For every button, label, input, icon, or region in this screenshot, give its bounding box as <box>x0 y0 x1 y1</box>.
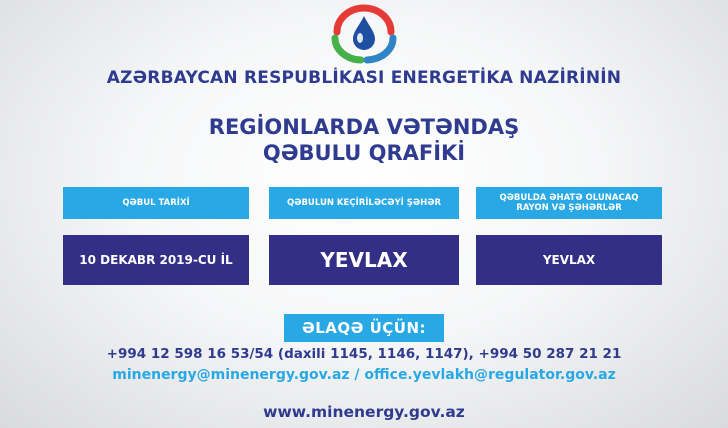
contact-title: ƏLAQƏ ÜÇÜN: <box>284 314 444 342</box>
header-reception-date: QƏBUL TARİXİ <box>63 187 249 219</box>
header-covered-districts: QƏBULDA ƏHATƏ OLUNACAQ RAYON VƏ ŞƏHƏRLƏR <box>476 187 662 219</box>
page-title-line-2: QƏBULU QRAFİKİ <box>262 141 466 165</box>
value-reception-date: 10 DEKABR 2019-CU İL <box>63 235 249 285</box>
value-covered-districts: YEVLAX <box>476 235 662 285</box>
page-title-line-1: REGİONLARDA VƏTƏNDAŞ <box>208 115 520 139</box>
value-reception-city: YEVLAX <box>269 235 459 285</box>
ministry-heading: AZƏRBAYCAN RESPUBLİKASI ENERGETİKA NAZİRİNİN <box>106 68 622 88</box>
contact-emails[interactable]: minenergy@minenergy.gov.az / office.yevlakh@regulator.gov.az <box>112 367 616 383</box>
ministry-logo-icon <box>323 2 405 64</box>
header-reception-city: QƏBULUN KEÇİRİLƏCƏYİ ŞƏHƏR <box>269 187 459 219</box>
website-link[interactable]: www.minenergy.gov.az <box>263 403 465 421</box>
contact-phones: +994 12 598 16 53/54 (daxili 1145, 1146, 1147), +994 50 287 21 21 <box>106 346 622 362</box>
